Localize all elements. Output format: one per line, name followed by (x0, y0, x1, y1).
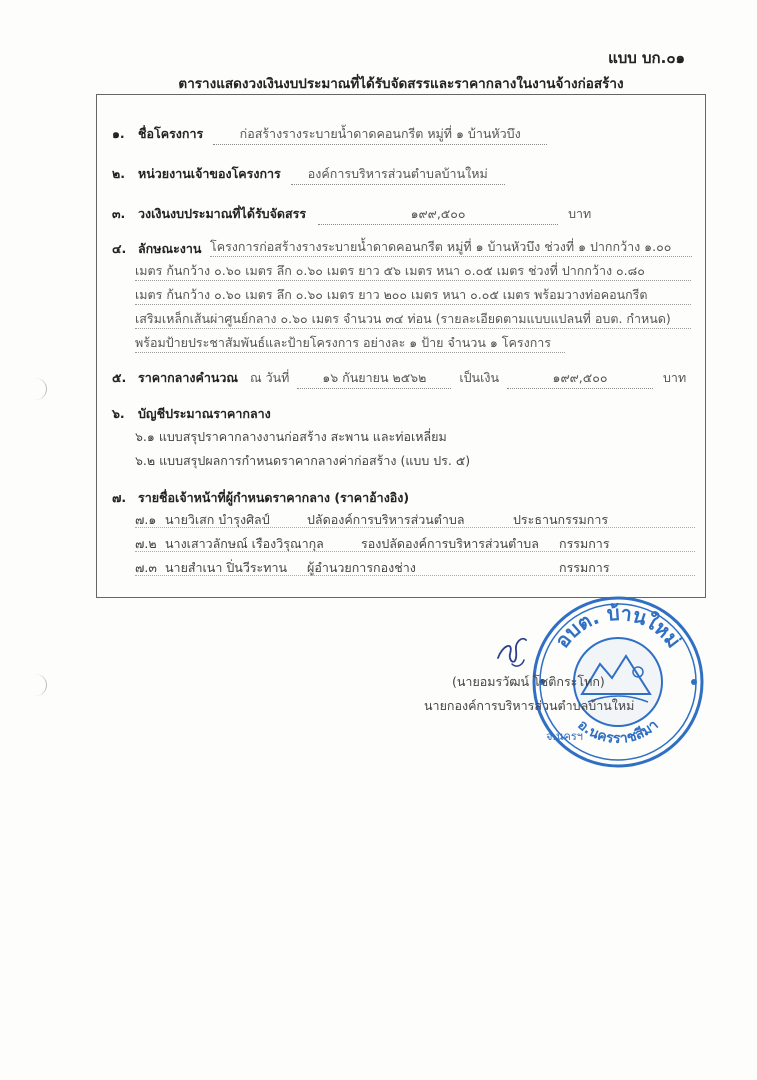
description-line: เมตร ก้นกว้าง ๐.๖๐ เมตร ลึก ๐.๖๐ เมตร ยาว ๒๐๐ เมตร หนา ๐.๐๕ เมตร พร้อมวางท่อคอนกรีต (135, 286, 691, 305)
median-price-amount: ๑๙๙,๕๐๐ (507, 368, 653, 389)
signer-position: นายกองค์การบริหารส่วนตำบลบ้านใหม่ (424, 698, 635, 713)
description-line: พร้อมป้ายประชาสัมพันธ์และป้ายโครงการ อย่างละ ๑ ป้าย จำนวน ๑ โครงการ (135, 334, 565, 353)
description-line: เสริมเหล็กเส้นผ่าศูนย์กลาง ๐.๖๐ เมตร จำนวน ๓๔ ท่อน (รายละเอียดตามแบบแปลนที่ อบต. กำหนด) (135, 310, 691, 329)
staff-role: กรรมการ (559, 560, 610, 575)
staff-name: นางเสาวลักษณ์ เรืองวิรุณากุล (165, 536, 324, 551)
item-price-accounts: ๖. บัญชีประมาณราคากลาง (112, 406, 271, 421)
item-median-price: ๕. ราคากลางคำนวณ ณ วันที่ ๑๖ กันยายน ๒๕๖๒ เป็นเงิน ๑๙๙,๕๐๐ บาท (112, 368, 686, 389)
budget-value: ๑๙๙,๕๐๐ (318, 204, 558, 225)
description-line: เมตร ก้นกว้าง ๐.๖๐ เมตร ลึก ๐.๖๐ เมตร ยาว ๕๖ เมตร หนา ๐.๐๕ เมตร ช่วงที่ ปากกว้าง ๐.๘๐ (135, 262, 691, 281)
item-staff-list: ๗. รายชื่อเจ้าหน้าที่ผู้กำหนดราคากลาง (ราคาอ้างอิง) (112, 490, 410, 505)
document-title: ตารางแสดงวงเงินงบประมาณที่ได้รับจัดสรรและราคากลางในงานจ้างก่อสร้าง (178, 76, 624, 92)
signer-name: (นายอมรวัฒน์ โชติกระโทก) (452, 674, 605, 689)
staff-role: ประธานกรรมการ (513, 512, 609, 527)
seal-top-text: อบต. บ้านใหม่ (549, 600, 687, 653)
staff-name: นายวิเสก บำรุงศิลป์ (165, 512, 270, 527)
budget-unit: บาท (568, 206, 592, 221)
agency-value: องค์การบริหารส่วนตำบลบ้านใหม่ (291, 164, 505, 185)
staff-row: ๗.๒ นางเสาวลักษณ์ เรืองวิรุณากุล รองปลัดองค์การบริหารส่วนตำบล กรรมการ (135, 534, 695, 552)
project-name-value: ก่อสร้างรางระบายน้ำดาดคอนกรีต หมู่ที่ ๑ บ้านหัวบึง (213, 124, 547, 145)
staff-row: ๗.๓ นายสำเนา ปิ่นวีระทาน ผู้อำนวยการกองช่าง กรรมการ (135, 558, 695, 576)
binder-hole-mark (24, 378, 47, 400)
median-price-date: ๑๖ กันยายน ๒๕๖๒ (297, 368, 451, 389)
binder-hole-mark (24, 674, 47, 696)
description-line: โครงการก่อสร้างรางระบายน้ำดาดคอนกรีต หมู่ที่ ๑ บ้านหัวบึง ช่วงที่ ๑ ปากกว้าง ๑.๐๐ (210, 238, 692, 257)
staff-position: ปลัดองค์การบริหารส่วนตำบล (307, 512, 465, 527)
price-account-sub-item: ๖.๑ แบบสรุปราคากลางงานก่อสร้าง สะพาน และท่อเหลี่ยม (135, 429, 447, 444)
item-agency: ๒. หน่วยงานเจ้าของโครงการ องค์การบริหารส่วนตำบลบ้านใหม่ (112, 164, 505, 185)
staff-row: ๗.๑ นายวิเสก บำรุงศิลป์ ปลัดองค์การบริหารส่วนตำบล ประธานกรรมการ (135, 510, 695, 528)
item-project-name: ๑. ชื่อโครงการ ก่อสร้างรางระบายน้ำดาดคอนกรีต หมู่ที่ ๑ บ้านหัวบึง (112, 124, 547, 145)
price-account-sub-item: ๖.๒ แบบสรุปผลการกำหนดราคากลางค่าก่อสร้าง (แบบ ปร. ๕) (135, 453, 471, 468)
seal-bottom-text: อ.นครราชสีมา (574, 717, 662, 747)
staff-position: ผู้อำนวยการกองช่าง (307, 560, 416, 575)
seal-left-text: จ.นครฯ (546, 730, 583, 743)
staff-role: กรรมการ (559, 536, 610, 551)
staff-position: รองปลัดองค์การบริหารส่วนตำบล (361, 536, 539, 551)
item-work-description: ๔. ลักษณะงาน (112, 241, 202, 256)
item-budget: ๓. วงเงินงบประมาณที่ได้รับจัดสรร ๑๙๙,๕๐๐ บาท (112, 204, 591, 225)
staff-name: นายสำเนา ปิ่นวีระทาน (165, 560, 288, 575)
form-code: แบบ บก.๐๑ (608, 49, 685, 67)
